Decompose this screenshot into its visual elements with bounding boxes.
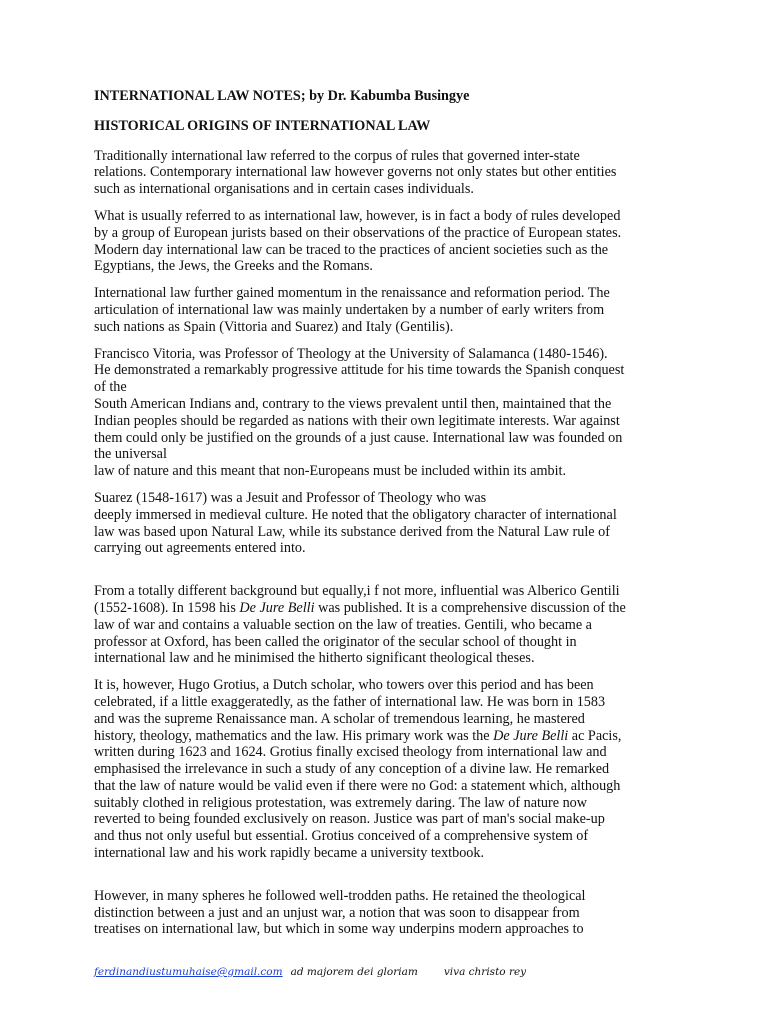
paragraph-7 — [94, 677, 684, 862]
text-line: International law further gained momentum in the renaissance and reformation period. The — [94, 285, 610, 302]
text-line: deeply immersed in medieval culture. He noted that the obligatory character of international — [94, 506, 617, 523]
text-run: was published. It is a comprehensive discussion of the — [314, 599, 626, 616]
text-line: He demonstrated a remarkably progressive attitude for his time towards the Spanish conquest — [94, 362, 625, 379]
footer-motto: viva christo rey — [443, 966, 527, 978]
document-title: INTERNATIONAL LAW NOTES; by Dr. Kabumba Busingye — [94, 88, 470, 104]
text-line: by a group of European jurists based on their observations of the practice of European states. — [94, 224, 622, 241]
text-line: Traditionally international law referred to the corpus of rules that governed inter-state — [94, 147, 580, 164]
footer-email-link[interactable]: ferdinandiustumuhaise@gmail.com — [94, 966, 283, 978]
text-line: celebrated, if a little exaggeratedly, as the father of international law. He was born in 1583 — [94, 693, 606, 710]
paragraph-5 — [94, 490, 684, 557]
paragraph-3 — [94, 285, 684, 335]
text-run: ac Pacis, — [568, 727, 622, 744]
book-title-de-jure-belli: De Jure Belli — [493, 727, 569, 744]
text-line: international law and his work rapidly became a university textbook. — [94, 845, 485, 862]
text-line: It is, however, Hugo Grotius, a Dutch scholar, who towers over this period and has been — [94, 677, 594, 694]
book-title-de-jure-belli: De Jure Belli — [239, 599, 315, 616]
text-run: history, theology, mathematics and the law. His primary work was the — [94, 727, 494, 744]
document-body — [94, 88, 684, 938]
text-line: suitably clothed in religious protestation, was extremely daring. The law of nature now — [94, 794, 588, 811]
text-line: emphasised the irrelevance in such a study of any conception of a divine law. He remarked — [94, 761, 610, 778]
text-line: relations. Contemporary international law however governs not only states but other entities — [94, 164, 617, 181]
text-line: of the — [94, 379, 127, 396]
text-line: and was the supreme Renaissance man. A scholar of tremendous learning, he mastered — [94, 710, 585, 727]
text-line: distinction between a just and an unjust war, a notion that was soon to disappear from — [94, 904, 580, 921]
text-line: and thus not only useful but essential. Grotius conceived of a comprehensive system of — [94, 828, 589, 845]
text-line: South American Indians and, contrary to the views prevalent until then, maintained that the — [94, 395, 612, 412]
text-line: Suarez (1548-1617) was a Jesuit and Professor of Theology who was — [94, 489, 487, 506]
text-line: international law and he minimised the hitherto significant theological theses. — [94, 650, 535, 667]
text-line: them could only be justified on the grounds of a just cause. International law was founded on — [94, 429, 623, 446]
text-line: Egyptians, the Jews, the Greeks and the Romans. — [94, 258, 373, 275]
text-line: What is usually referred to as international law, however, is in fact a body of rules developed — [94, 207, 621, 224]
text-line: law of war and contains a valuable section on the law of treaties. Gentili, who became a — [94, 616, 592, 633]
paragraph-2 — [94, 208, 684, 275]
text-line: professor at Oxford, has been called the originator of the secular school of thought in — [94, 633, 577, 650]
footer-motto: ad majorem dei gloriam — [290, 966, 418, 978]
text-line: reverted to being founded exclusively on reason. Justice was part of man's social make-up — [94, 811, 605, 828]
text-line: law of nature and this meant that non-Europeans must be included within its ambit. — [94, 463, 567, 480]
text-line: the universal — [94, 446, 167, 463]
paragraph-8 — [94, 888, 684, 938]
paragraph-1 — [94, 148, 684, 198]
text-run: (1552-1608). In 1598 his — [94, 599, 240, 616]
text-line — [94, 728, 684, 745]
text-line: such nations as Spain (Vittoria and Suarez) and Italy (Gentilis). — [94, 318, 454, 335]
text-line — [94, 600, 684, 617]
section-heading: HISTORICAL ORIGINS OF INTERNATIONAL LAW — [94, 117, 431, 134]
text-line: articulation of international law was mainly undertaken by a number of early writers from — [94, 301, 605, 318]
text-line: written during 1623 and 1624. Grotius finally excised theology from international law and — [94, 744, 607, 761]
text-line: such as international organisations and in certain cases individuals. — [94, 181, 474, 198]
text-line: Francisco Vitoria, was Professor of Theology at the University of Salamanca (1480-1546). — [94, 345, 608, 362]
paragraph-6 — [94, 583, 684, 667]
text-line: that the law of nature would be valid even if there were no God: a statement which, although — [94, 777, 621, 794]
page-footer — [94, 965, 526, 979]
text-line: From a totally different background but equally,i f not more, influential was Alberico Gentili — [94, 583, 620, 600]
text-line: However, in many spheres he followed well-trodden paths. He retained the theological — [94, 887, 586, 904]
text-line: carrying out agreements entered into. — [94, 540, 306, 557]
text-line: treatises on international law, but which in some way underpins modern approaches to — [94, 921, 584, 938]
text-line: Indian peoples should be regarded as nations with their own legitimate interests. War against — [94, 412, 620, 429]
paragraph-4 — [94, 346, 684, 480]
text-line: Modern day international law can be traced to the practices of ancient societies such as the — [94, 241, 609, 258]
text-line: law was based upon Natural Law, while its substance derived from the Natural Law rule of — [94, 523, 610, 540]
